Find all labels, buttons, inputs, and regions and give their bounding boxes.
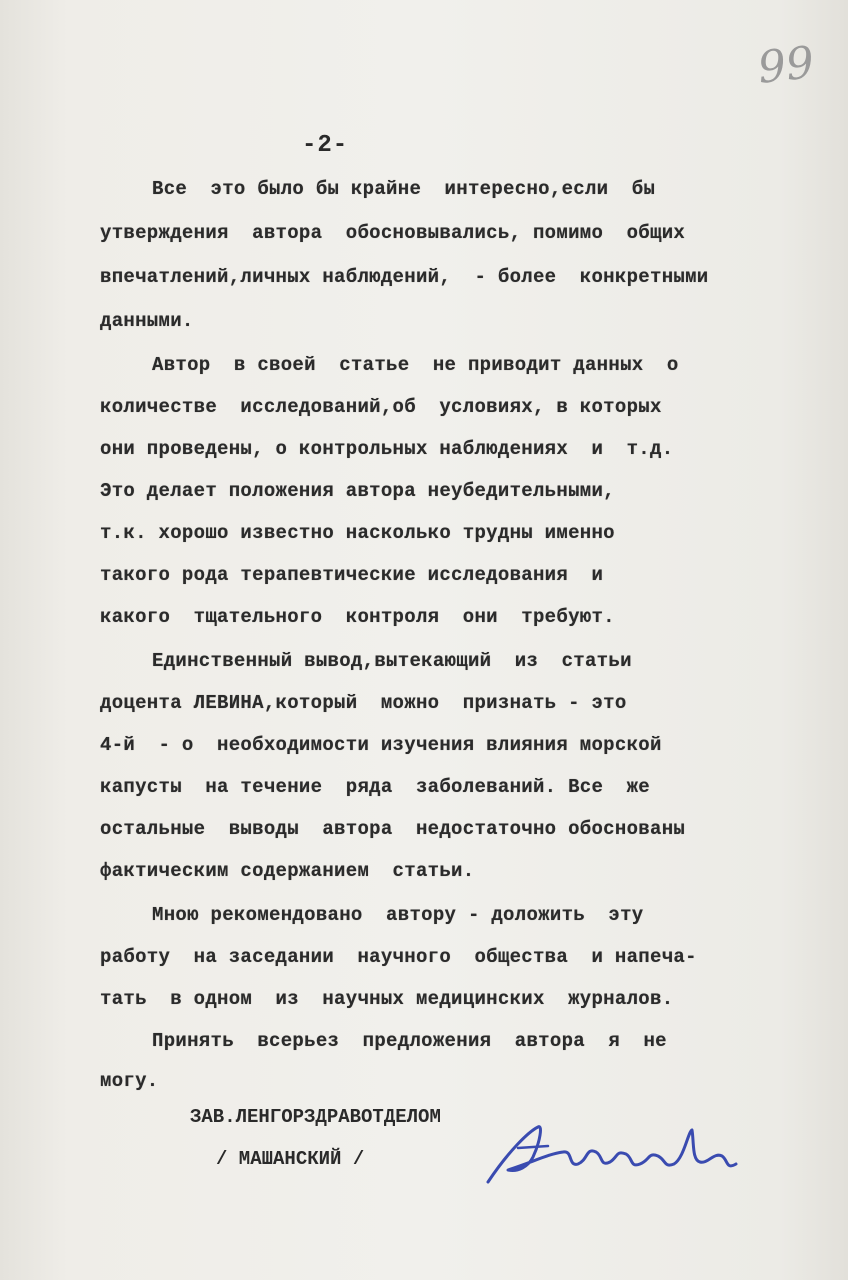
text-line: доцента ЛЕВИНА,который можно признать - это bbox=[100, 692, 627, 714]
text-line: могу. bbox=[100, 1070, 159, 1092]
text-line: данными. bbox=[100, 310, 194, 332]
text-line: остальные выводы автора недостаточно обоснованы bbox=[100, 818, 686, 840]
text-line: Мною рекомендовано автору - доложить эту bbox=[152, 904, 644, 926]
folio-number: -2- bbox=[302, 132, 349, 159]
signatory-name: / МАШАНСКИЙ / bbox=[216, 1148, 365, 1170]
text-line: Принять всерьез предложения автора я не bbox=[152, 1030, 667, 1052]
text-line: Единственный вывод,вытекающий из статьи bbox=[152, 650, 632, 672]
text-line: Это делает положения автора неубедительными, bbox=[100, 480, 615, 502]
text-line: Автор в своей статье не приводит данных о bbox=[152, 354, 679, 376]
signatory-title: ЗАВ.ЛЕНГОРЗДРАВОТДЕЛОМ bbox=[190, 1106, 441, 1128]
text-line: капусты на течение ряда заболеваний. Все же bbox=[100, 776, 650, 798]
text-line: утверждения автора обосновывались, помимо общих bbox=[100, 222, 686, 244]
text-line: работу на заседании научного общества и напеча- bbox=[100, 946, 697, 968]
archive-page-number: 99 bbox=[755, 37, 817, 94]
text-line: они проведены, о контрольных наблюдениях и т.д. bbox=[100, 438, 674, 460]
text-line: 4-й - о необходимости изучения влияния морской bbox=[100, 734, 662, 756]
text-line: количестве исследований,об условиях, в которых bbox=[100, 396, 662, 418]
handwritten-signature bbox=[478, 1112, 758, 1192]
text-line: фактическим содержанием статьи. bbox=[100, 860, 475, 882]
text-line: Все это было бы крайне интересно,если бы bbox=[152, 178, 656, 200]
text-line: впечатлений,личных наблюдений, - более конкретными bbox=[100, 266, 709, 288]
text-line: такого рода терапевтические исследования и bbox=[100, 564, 604, 586]
text-line: какого тщательного контроля они требуют. bbox=[100, 606, 615, 628]
text-line: тать в одном из научных медицинских журналов. bbox=[100, 988, 674, 1010]
text-line: т.к. хорошо известно насколько трудны именно bbox=[100, 522, 615, 544]
